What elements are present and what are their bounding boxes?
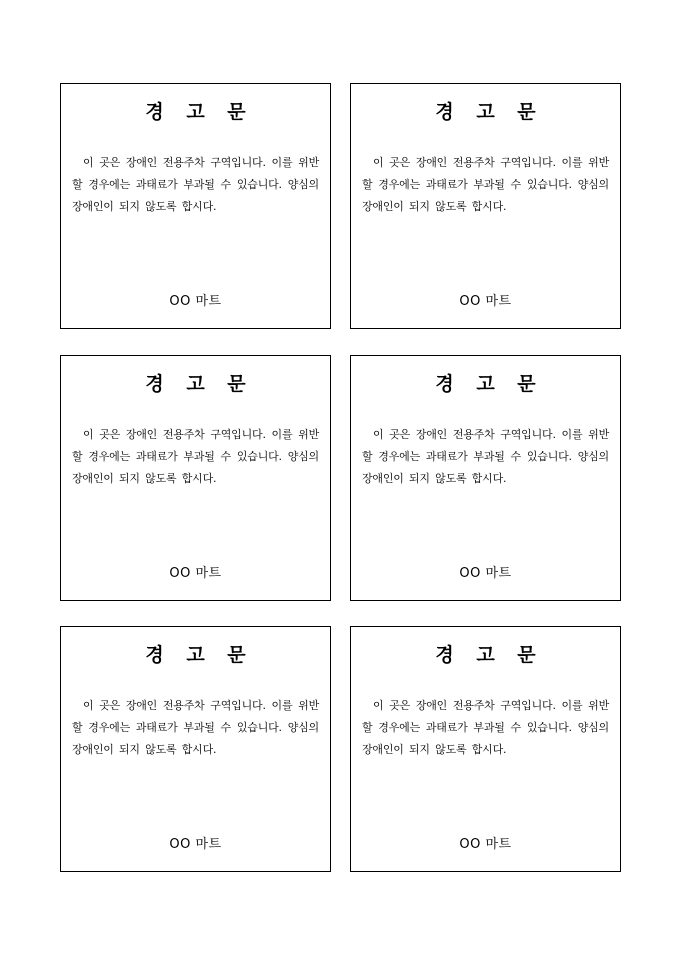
notice-signature: OO 마트: [169, 837, 222, 852]
notice-signature: OO 마트: [169, 294, 222, 309]
notice-title: 경 고 문: [145, 644, 254, 666]
notice-signature: OO 마트: [459, 294, 512, 309]
notice-body: 이 곳은 장애인 전용주차 구역입니다. 이를 위반할 경우에는 과태료가 부과될 수 있습니다. 양심의 장애인이 되지 않도록 합시다.: [72, 699, 319, 756]
warning-notice-card: [60, 83, 331, 329]
notice-body: 이 곳은 장애인 전용주차 구역입니다. 이를 위반할 경우에는 과태료가 부과될 수 있습니다. 양심의 장애인이 되지 않도록 합시다.: [362, 156, 609, 213]
notice-title: 경 고 문: [145, 101, 254, 123]
warning-notice-card: [60, 626, 331, 872]
notice-body: 이 곳은 장애인 전용주차 구역입니다. 이를 위반할 경우에는 과태료가 부과될 수 있습니다. 양심의 장애인이 되지 않도록 합시다.: [362, 428, 609, 485]
notice-body: 이 곳은 장애인 전용주차 구역입니다. 이를 위반할 경우에는 과태료가 부과될 수 있습니다. 양심의 장애인이 되지 않도록 합시다.: [72, 428, 319, 485]
notice-title: 경 고 문: [435, 101, 544, 123]
warning-notice-card: [350, 83, 621, 329]
warning-notice-card: [60, 355, 331, 601]
notice-signature: OO 마트: [459, 837, 512, 852]
warning-notice-card: [350, 626, 621, 872]
notice-body: 이 곳은 장애인 전용주차 구역입니다. 이를 위반할 경우에는 과태료가 부과될 수 있습니다. 양심의 장애인이 되지 않도록 합시다.: [72, 156, 319, 213]
notice-title: 경 고 문: [435, 644, 544, 666]
notice-title: 경 고 문: [145, 373, 254, 395]
warning-notice-card: [350, 355, 621, 601]
notice-signature: OO 마트: [169, 566, 222, 581]
notice-title: 경 고 문: [435, 373, 544, 395]
notice-body: 이 곳은 장애인 전용주차 구역입니다. 이를 위반할 경우에는 과태료가 부과될 수 있습니다. 양심의 장애인이 되지 않도록 합시다.: [362, 699, 609, 756]
notice-signature: OO 마트: [459, 566, 512, 581]
